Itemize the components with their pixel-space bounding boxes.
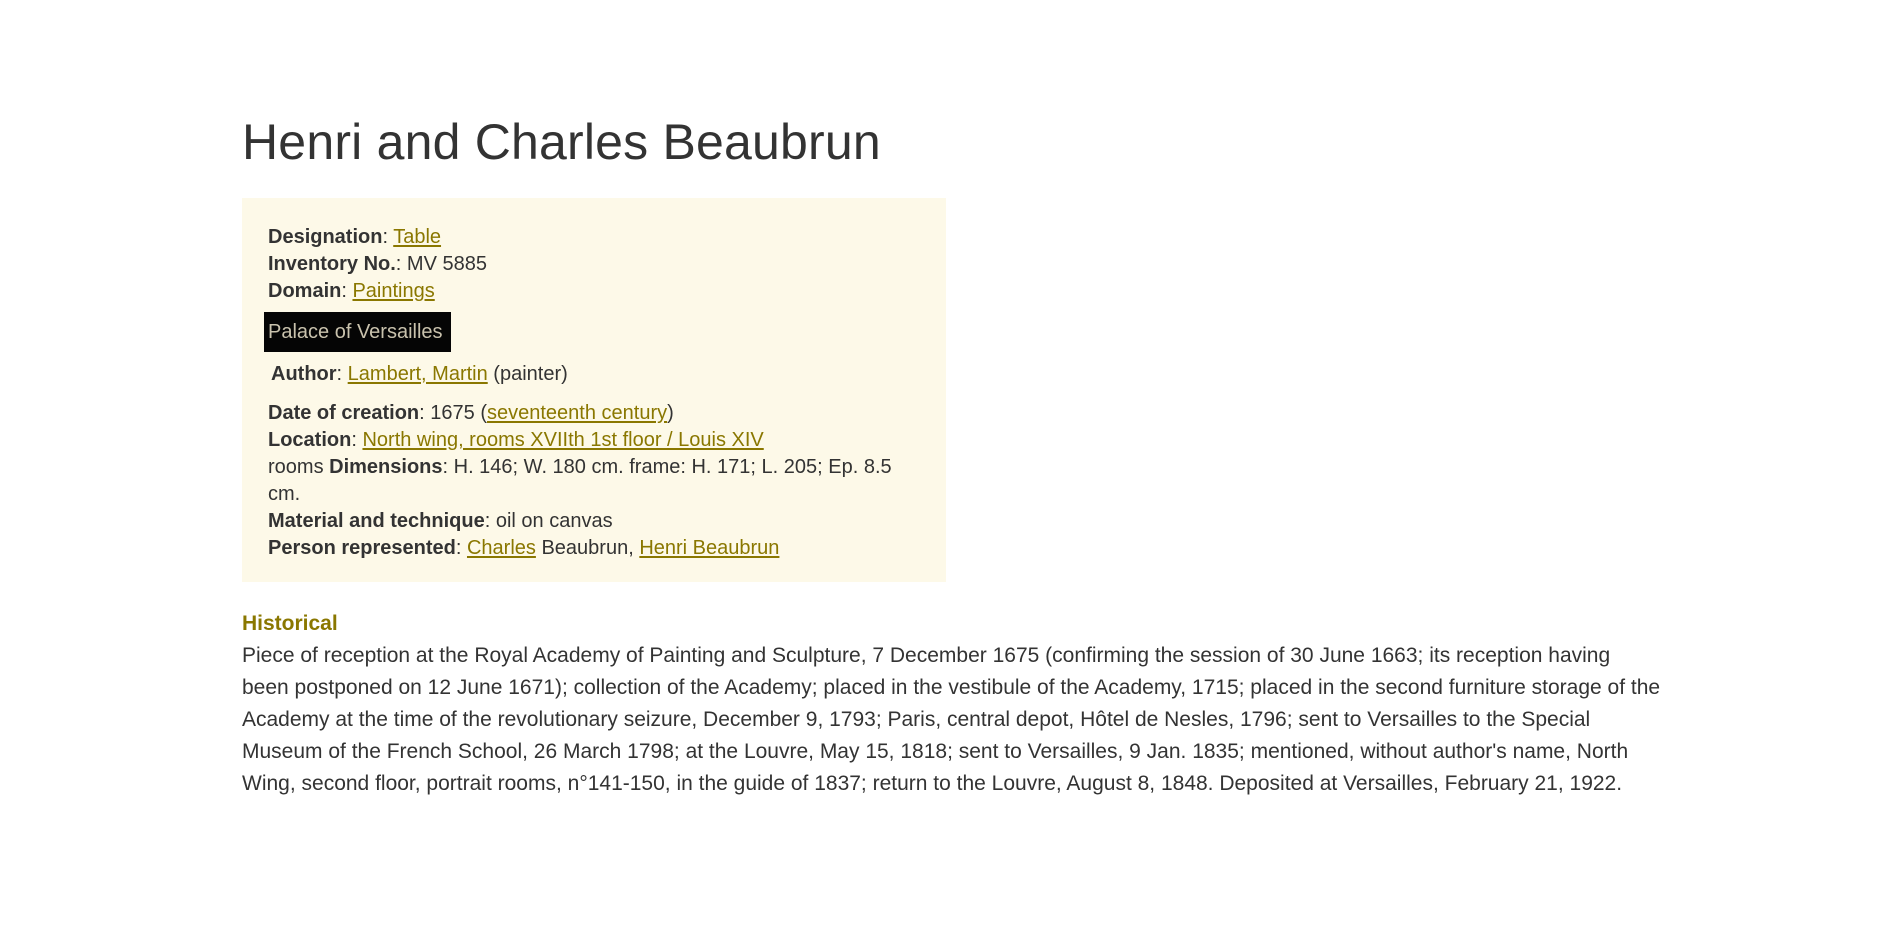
dimensions-label: Dimensions: [329, 456, 443, 478]
person-link-charles[interactable]: Charles: [466, 537, 536, 559]
historical-section: [242, 608, 1662, 800]
material-label: Material and technique: [268, 510, 485, 532]
author-link[interactable]: Lambert, Martin: [347, 363, 488, 385]
designation-label: Designation: [268, 226, 383, 248]
historical-heading: Historical: [242, 612, 338, 635]
century-link[interactable]: seventeenth century: [487, 402, 668, 424]
designation-row: Designation: Table: [268, 226, 442, 248]
person-label: Person represented: [268, 537, 456, 559]
inventory-row: Inventory No.: MV 5885: [268, 253, 487, 275]
museum-tag[interactable]: Palace of Versailles: [264, 312, 451, 352]
dimensions-value: H. 146; W. 180 cm. frame: H. 171; L. 205; Ep. 8.5 cm.: [268, 456, 892, 505]
domain-row: Domain: Paintings: [268, 280, 435, 302]
location-label: Location: [268, 429, 352, 451]
inventory-label: Inventory No.: [268, 253, 396, 275]
date-row: Date of creation: 1675 (seventeenth century): [268, 402, 674, 424]
person-row: Person represented: Charles Beaubrun, Henri Beaubrun: [268, 537, 780, 559]
person-text: Beaubrun,: [541, 537, 634, 559]
inventory-value: MV 5885: [406, 253, 487, 275]
location-suffix: rooms: [268, 456, 324, 478]
date-year: 1675: [430, 402, 475, 424]
domain-link[interactable]: Paintings: [352, 280, 435, 302]
domain-label: Domain: [268, 280, 342, 302]
location-link[interactable]: North wing, rooms XVIIth 1st floor / Louis XIV: [362, 429, 764, 451]
author-role: (painter): [493, 363, 568, 385]
material-value: oil on canvas: [495, 510, 613, 532]
page-title: Henri and Charles Beaubrun: [242, 114, 881, 170]
date-label: Date of creation: [268, 402, 420, 424]
location-row: Location: North wing, rooms XVIIth 1st floor / Louis XIV: [268, 429, 764, 451]
person-link-henri[interactable]: Henri Beaubrun: [639, 537, 780, 559]
author-row: Author: Lambert, Martin (painter): [271, 363, 568, 385]
artwork-infobox: [242, 198, 946, 582]
designation-link[interactable]: Table: [393, 226, 442, 248]
historical-text: Piece of reception at the Royal Academy of Painting and Sculpture, 7 December 1675 (confirming the session of 30 June 1663; its reception having been postponed on 12 June 1671); collection of the Academy; placed in the vestibule of the Academy, 1715; placed in the second furniture storage of the Academy at the time of the revolutionary seizure, December 9, 1793; Paris, central depot, Hôtel de Nesles, 1796; sent to Versailles to the Special Museum of the French School, 26 March 1798; at the Louvre, May 15, 1818; sent to Versailles, 9 Jan. 1835; mentioned, without author's name, North Wing, second floor, portrait rooms, n°141-150, in the guide of 1837; return to the Louvre, August 8, 1848. Deposited at Versailles, February 21, 1922.: [242, 644, 1661, 795]
author-label: Author: [271, 363, 337, 385]
dimensions-row: rooms Dimensions: H. 146; W. 180 cm. frame: H. 171; L. 205; Ep. 8.5 cm.: [268, 456, 892, 505]
material-row: Material and technique: oil on canvas: [268, 510, 613, 532]
